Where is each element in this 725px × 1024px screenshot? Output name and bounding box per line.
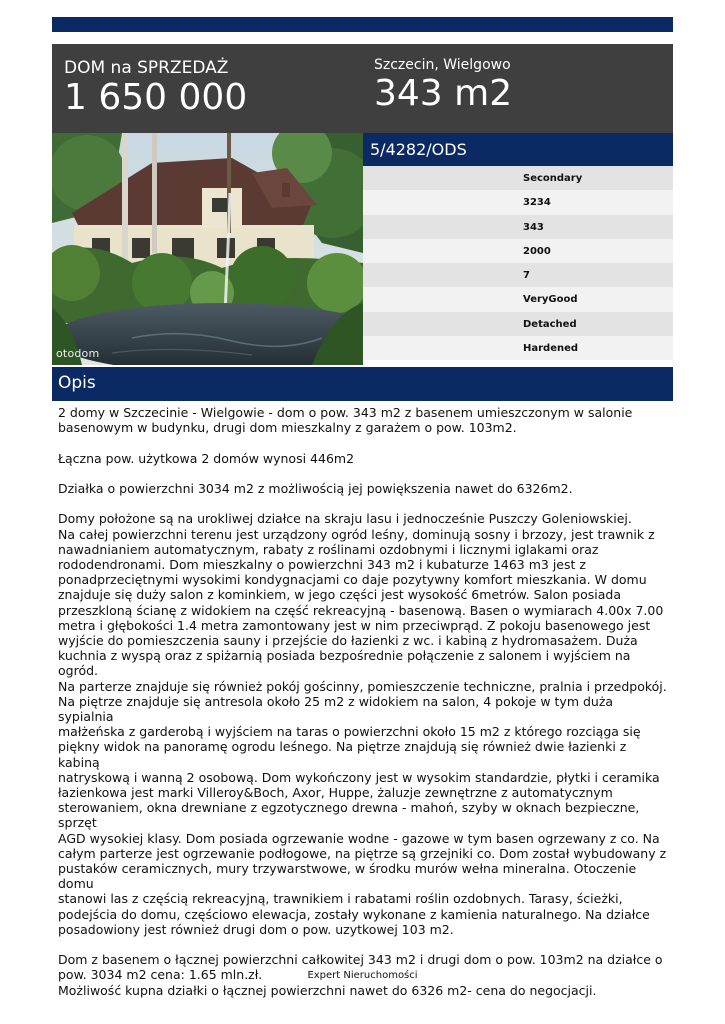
description-paragraph: Łączna pow. użytkowa 2 domów wynosi 446m2 <box>58 450 355 466</box>
description-paragraph: Dom z basenem o łącznej powierzchni całkowitej 343 m2 i drugi dom o pow. 103m2 na działce o pow. 3034 m2 cena: 1.65 mln.zł. Możliwość kupna działki o łącznej powierzchni nawet do 6326 m2- cena do negocjacji. <box>58 952 663 998</box>
param-row: 7 <box>363 263 673 287</box>
listing-reference: 5/4282/ODS <box>363 133 673 166</box>
property-photo <box>52 133 363 365</box>
listing-header <box>52 44 673 133</box>
parameters-table <box>363 166 673 360</box>
offer-type: DOM na SPRZEDAŻ <box>64 58 229 78</box>
section-title-description: Opis <box>52 367 673 401</box>
description-paragraph: Domy położone są na urokliwej działce na skraju lasu i jednocześnie Puszczy Goleniowskiej. Na całej powierzchni terenu jest urządzony ogród leśny, dominują sosny i brzozy, jest trawnik z nawadnianiem automatycznym, rabaty z roślinami ozdobnymi i licznymi iglakami oraz rododendronami. Dom mieszkalny o powierzchni 343 m2 i kubaturze 1463 m3 jest z ponadprzeciętnymi wysokimi kondygnacjami co daje pozytywny komfort mieszkania. W domu znajduje się duży salon z kominkiem, w jego części jest wysokość 6metrów. Salon posiada przeszkloną ścianę z widokiem na część rekreacyjną - basenową. Basen o wymiarach 4.00x 7.00 metra i głębokości 1.4 metra zamontowany jest w nim przeciwprąd. Z pokoju basenowego jest wyjście do pomieszczenia sauny i przejście do łazienki z wc. i kabiną z hydromasażem. Duża kuchnia z wyspą oraz z spiżarnią posiada bezpośrednie połączenie z salonem i wyjściem na ogród. Na parterze znajduje się również pokój gościnny, pomieszczenie techniczne, pralnia i przedpokój. Na piętrze znajduje się antresola około 25 m2 z widokiem na salon, 4 pokoje w tym duża sypialnia małżeńska z garderobą i wyjściem na taras o powierzchni około 15 m2 z którego rozciąga się piękny widok na panoramę ogrodu leśnego. Na piętrze znajdują się również dwie łazienki z kabiną natryskową i wanną 2 osobową. Dom wykończony jest w wysokim standardzie, płytki i ceramika łazienkowa jest marki Villeroy&Boch, Axor, Huppe, żaluzje zewnętrzne z automatycznym sterowaniem, okna drewniane z egzotycznego drewna - mahoń, szyby w oknach bezpieczne, sprzęt AGD wysokiej klasy. Dom posiada ogrzewanie wodne - gazowe w tym basen ogrzewany z co. Na całym parterze jest ogrzewanie podłogowe, na piętrze są grzejniki co. Dom został wybudowany z pustaków ceramicznych, mury trzywarstwowe, w środku murów wełna mineralna. Otoczenie domu stanowi las z częścią rekreacyjną, trawnikiem i rabatami roślin ozdobnych. Tarasy, ścieżki, podejścia do domu, częściowo elewacja, zostały wykonane z kamienia naturalnego. Na działce posadowiony jest również drugi dom o pow. uzytkowej 103 m2. <box>58 511 667 937</box>
param-row: VeryGood <box>363 287 673 311</box>
description-paragraph: 2 domy w Szczecinie - Wielgowie - dom o pow. 343 m2 z basenem umieszczonym w salonie basenowym w budynku, drugi dom mieszkalny z garażem o pow. 103m2. <box>58 405 633 436</box>
description-body <box>58 405 668 998</box>
footer-agency: Expert Nieruchomości <box>307 970 418 981</box>
param-row: 343 <box>363 215 673 239</box>
param-row: 3234 <box>363 190 673 214</box>
param-row: Hardened <box>363 336 673 360</box>
param-row: Detached <box>363 312 673 336</box>
location: Szczecin, Wielgowo <box>374 57 511 73</box>
price: 1 650 000 <box>64 77 248 118</box>
watermark-logo: otodom <box>56 347 100 360</box>
floor-area: 343 m2 <box>374 73 513 114</box>
description-paragraph: Działka o powierzchni 3034 m2 z możliwością jej powiększenia nawet do 6326m2. <box>58 480 573 496</box>
param-row: 2000 <box>363 239 673 263</box>
param-row: Secondary <box>363 166 673 190</box>
top-accent-bar <box>52 17 673 32</box>
